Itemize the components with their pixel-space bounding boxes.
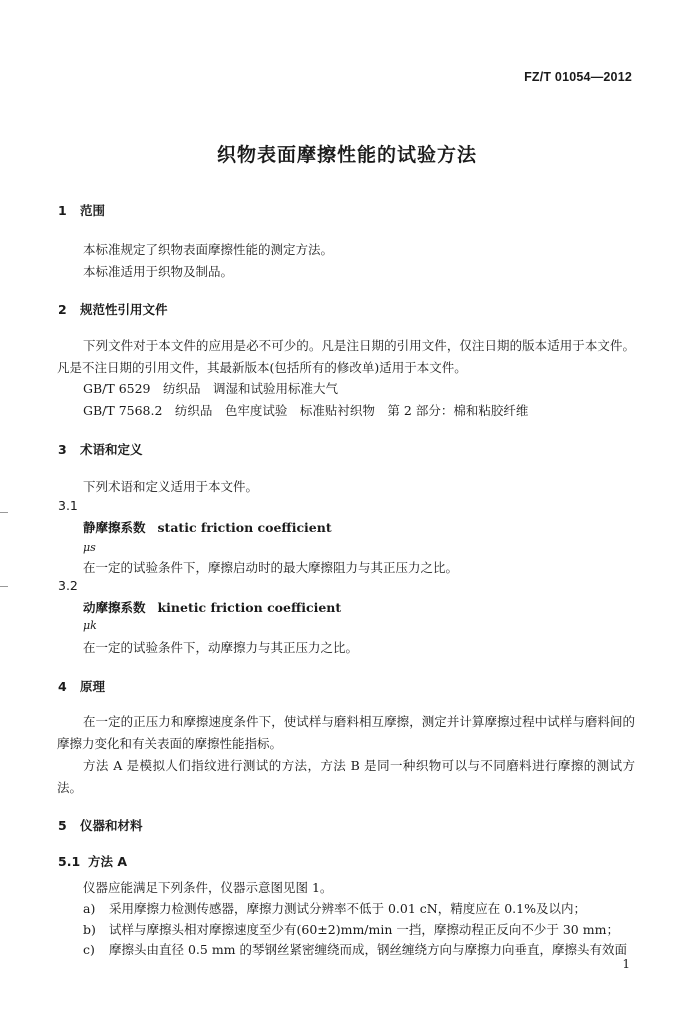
section-title: 原理 — [80, 679, 106, 694]
terms-intro: 下列术语和定义适用于本文件。 — [83, 479, 259, 494]
section-number: 5 — [58, 818, 67, 833]
term-zh: 动摩擦系数 — [83, 600, 146, 615]
reference-item: GB/T 6529 纺织品 调湿和试验用标准大气 — [83, 381, 339, 396]
scope-line-1: 本标准规定了织物表面摩擦性能的测定方法。 — [83, 242, 334, 257]
apparatus-intro: 仪器应能满足下列条件，仪器示意图见图 1。 — [83, 880, 333, 895]
standard-code: FZ/T 01054—2012 — [524, 70, 632, 84]
margin-mark — [0, 512, 8, 513]
section-title: 仪器和材料 — [80, 818, 143, 833]
term-definition: 在一定的试验条件下，摩擦启动时的最大摩擦阻力与其正压力之比。 — [83, 560, 459, 575]
list-item — [83, 920, 619, 938]
term-definition: 在一定的试验条件下，动摩擦力与其正压力之比。 — [83, 640, 359, 655]
section-heading-principle — [58, 677, 105, 695]
section-title: 术语和定义 — [80, 442, 143, 457]
section-title: 规范性引用文件 — [80, 302, 168, 317]
principle-paragraph-1: 在一定的正压力和摩擦速度条件下，使试样与磨料相互摩擦，测定并计算摩擦过程中试样与磨料间的摩擦力变化和有关表面的摩擦性能指标。 — [57, 714, 635, 751]
section-title: 范围 — [80, 203, 106, 218]
list-item — [83, 940, 627, 958]
section-number: 1 — [58, 203, 67, 218]
subsection-number: 5.1 — [58, 854, 81, 869]
margin-mark — [0, 586, 8, 587]
section-number: 3 — [58, 442, 67, 457]
list-text: 摩擦头由直径 0.5 mm 的琴钢丝紧密缠绕而成，钢丝缠绕方向与摩擦力向垂直，摩擦头有效面 — [109, 942, 628, 957]
section-heading-references — [58, 300, 168, 318]
term-symbol: μs — [83, 541, 96, 554]
term-en: kinetic friction coefficient — [157, 600, 342, 615]
list-text: 采用摩擦力检测传感器，摩擦力测试分辨率不低于 0.01 cN，精度应在 0.1%及以内； — [109, 901, 586, 916]
section-number: 2 — [58, 302, 67, 317]
section-heading-apparatus — [58, 816, 143, 834]
subsection-heading-method-a — [58, 852, 127, 870]
reference-item: GB/T 7568.2 纺织品 色牢度试验 标准贴衬织物 第 2 部分：棉和粘胶纤维 — [83, 403, 529, 418]
list-marker: a) — [83, 901, 96, 916]
term-number: 3.1 — [58, 498, 78, 513]
scope-line-2: 本标准适用于织物及制品。 — [83, 264, 234, 279]
list-text: 试样与摩擦头相对摩擦速度至少有(60±2)mm/min 一挡，摩擦动程正反向不少于 30 mm； — [109, 922, 619, 937]
principle-paragraph-2: 方法 A 是模拟人们指纹进行测试的方法，方法 B 是同一种织物可以与不同磨料进行摩擦的测试方法。 — [57, 758, 635, 795]
term-symbol: μk — [83, 619, 97, 632]
term-number: 3.2 — [58, 578, 78, 593]
list-marker: c) — [83, 942, 95, 957]
list-item — [83, 899, 586, 917]
section-heading-scope — [58, 201, 105, 219]
term-static-friction — [83, 518, 332, 536]
subsection-title: 方法 A — [88, 854, 128, 869]
section-number: 4 — [58, 679, 67, 694]
page-number: 1 — [622, 957, 630, 971]
section-heading-terms — [58, 440, 143, 458]
references-intro: 下列文件对于本文件的应用是必不可少的。凡是注日期的引用文件，仅注日期的版本适用于本文件。凡是不注日期的引用文件，其最新版本(包括所有的修改单)适用于本文件。 — [57, 338, 635, 375]
document-title: 织物表面摩擦性能的试验方法 — [216, 144, 477, 166]
term-kinetic-friction — [83, 598, 341, 616]
term-en: static friction coefficient — [157, 520, 332, 535]
list-marker: b) — [83, 922, 96, 937]
term-zh: 静摩擦系数 — [83, 520, 146, 535]
